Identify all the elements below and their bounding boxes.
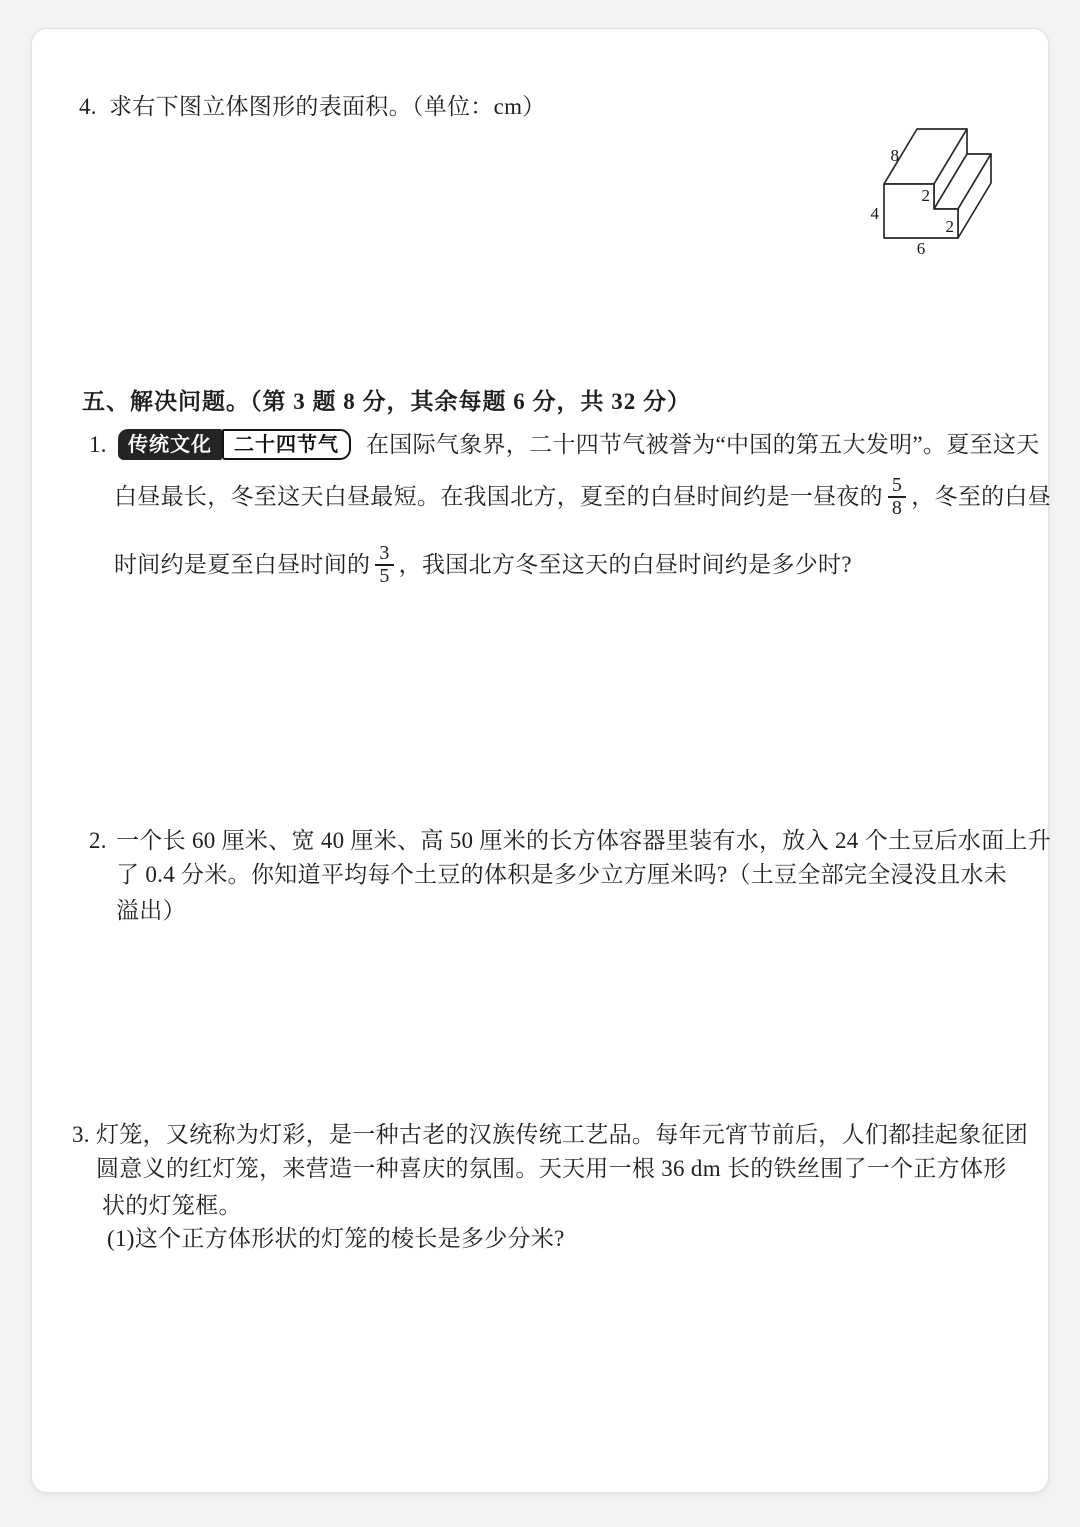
question-4-text: 求右下图立体图形的表面积。（单位：cm） <box>109 94 546 119</box>
fraction-three-fifths <box>375 543 393 587</box>
question-1-number: 1. <box>89 431 107 457</box>
question-4-number: 4. <box>79 94 97 119</box>
fraction-numerator: 5 <box>891 474 903 496</box>
question-1-text-3b: ，我国北方冬至这天的白昼时间约是多少时? <box>398 552 852 577</box>
section-5-points-note: （第 3 题 8 分，其余每题 6 分，共 32 分） <box>250 389 691 414</box>
solid-figure-drawing <box>841 101 1006 259</box>
question-4-line <box>79 91 546 123</box>
traditional-culture-badge: 传统文化 <box>118 429 222 460</box>
worksheet-page <box>31 28 1052 1493</box>
question-3-line-3: 状的灯笼框。 <box>102 1193 242 1218</box>
question-2-line-2: 了 0.4 分米。你知道平均每个土豆的体积是多少立方厘米吗?（土豆全部完全浸没且水未 <box>116 862 1008 887</box>
question-3-subquestion-1: (1)这个正方体形状的灯笼的棱长是多少分米? <box>107 1226 565 1251</box>
dim-right-height-label: 2 <box>945 217 954 236</box>
question-1-text-2a: 白昼最长，冬至这天白昼最短。在我国北方，夏至的白昼时间约是一昼夜的 <box>114 484 883 509</box>
fraction-five-eighths <box>888 475 906 519</box>
question-2-line-3: 溢出） <box>116 898 186 923</box>
question-3-number: 3. <box>72 1122 90 1147</box>
section-5-heading <box>82 385 691 418</box>
question-1-line-2 <box>114 471 1051 523</box>
question-1-text-2b: ，冬至的白昼 <box>911 484 1052 509</box>
question-1-line-3 <box>114 539 852 591</box>
stepped-solid-figure <box>841 101 1006 259</box>
question-3-line-1 <box>72 1119 1028 1151</box>
question-3-text-1: 灯笼，又统称为灯彩，是一种古老的汉族传统工艺品。每年元宵节前后，人们都挂起象征团 <box>96 1122 1028 1147</box>
section-5-title: 五、解决问题。 <box>82 388 250 414</box>
question-1-text-3a: 时间约是夏至白昼时间的 <box>114 552 371 577</box>
question-2-text-1: 一个长 60 厘米、宽 40 厘米、高 50 厘米的长方体容器里装有水，放入 24 个土豆后水面上升 <box>116 828 1051 853</box>
fraction-denominator: 5 <box>375 564 393 587</box>
dim-depth-label: 8 <box>890 146 899 165</box>
question-2-line-1 <box>89 825 1051 857</box>
solar-terms-badge: 二十四节气 <box>222 429 351 460</box>
dim-bottom-label: 6 <box>916 239 926 258</box>
dim-step-height-label: 2 <box>921 186 930 205</box>
question-2-number: 2. <box>89 828 107 853</box>
question-3-line-2: 圆意义的红灯笼，来营造一种喜庆的氛围。天天用一根 36 dm 长的铁丝围了一个正方体形 <box>96 1156 1007 1181</box>
dim-left-height-label: 4 <box>870 204 879 223</box>
fraction-denominator: 8 <box>888 496 906 519</box>
fraction-numerator: 3 <box>379 542 390 564</box>
question-1-line-1 <box>89 429 1039 460</box>
question-1-text-1: 在国际气象界，二十四节气被誉为“中国的第五大发明”。夏至这天 <box>366 431 1040 457</box>
